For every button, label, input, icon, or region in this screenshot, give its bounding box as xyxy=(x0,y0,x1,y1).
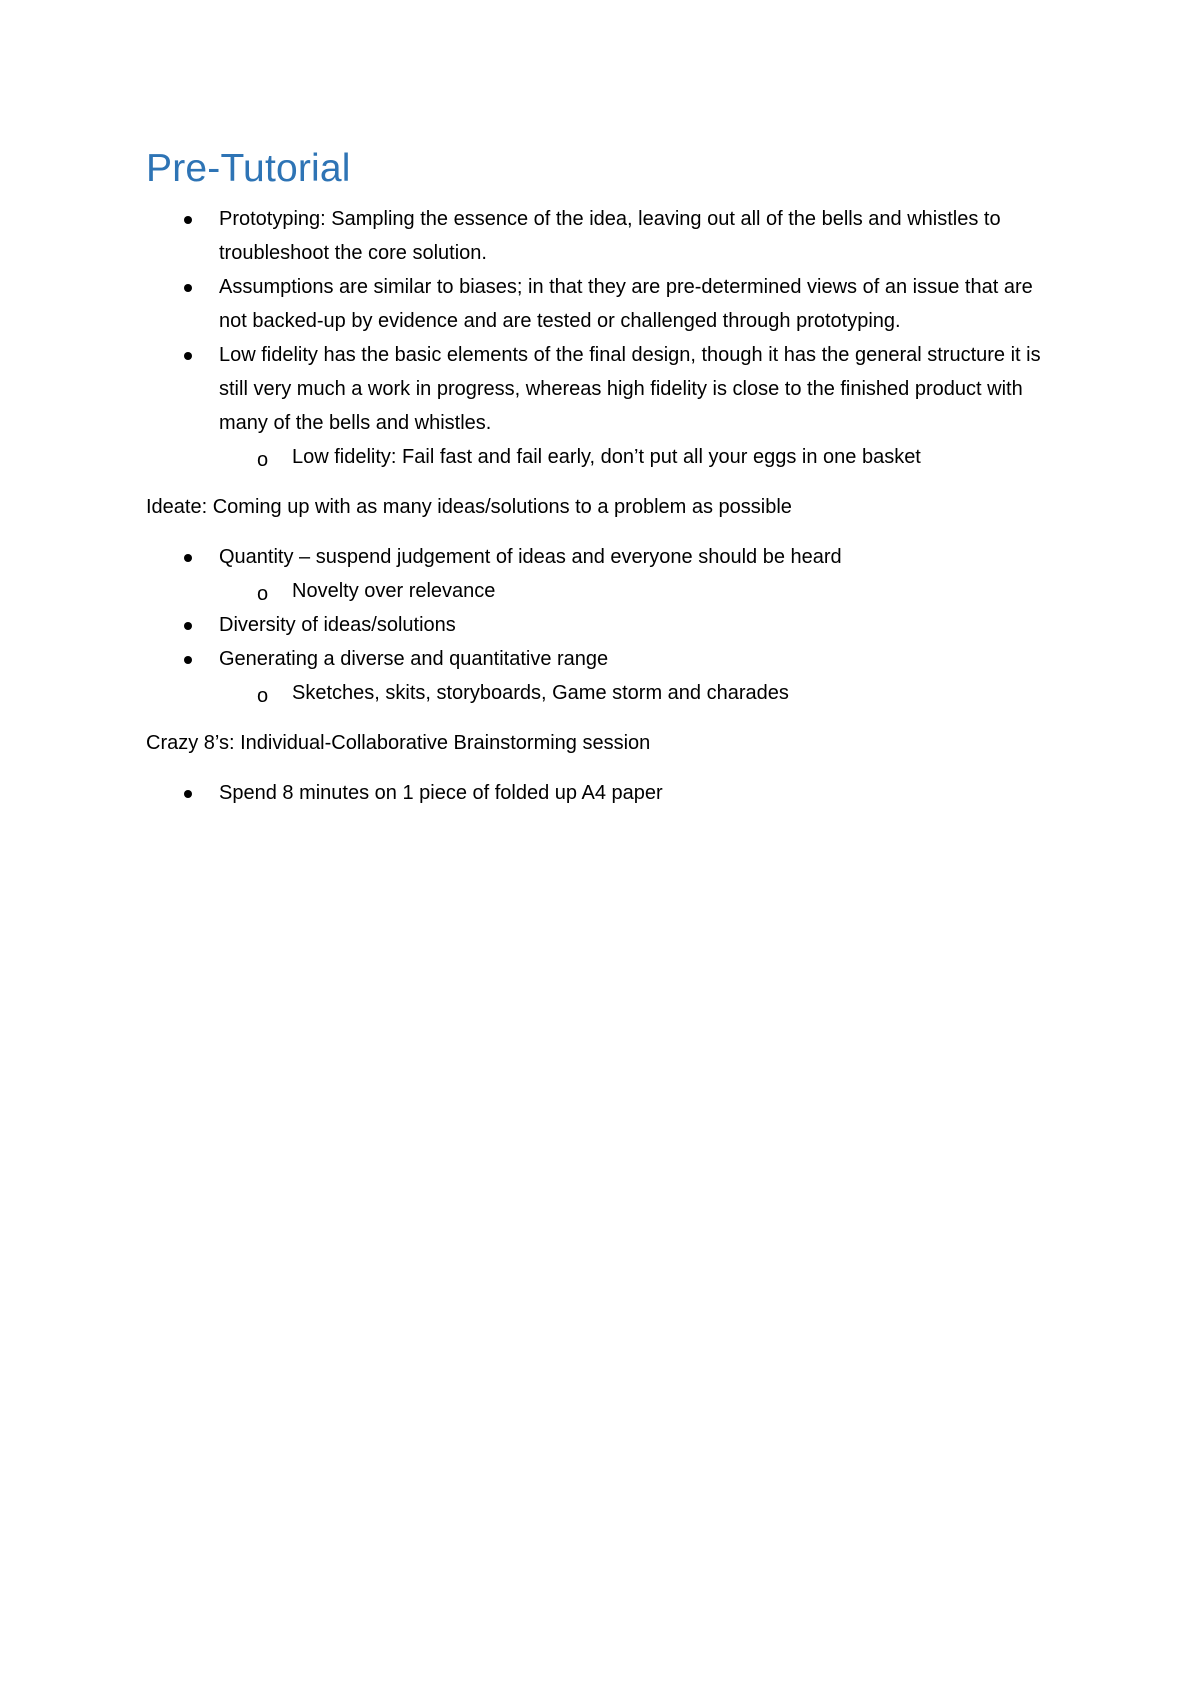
sub-list-item xyxy=(219,676,1056,710)
sub-list-item-text: Low fidelity: Fail fast and fail early, don’t put all your eggs in one basket xyxy=(292,446,921,468)
ideate-paragraph: Ideate: Coming up with as many ideas/solutions to a problem as possible xyxy=(146,496,792,518)
bullet-icon xyxy=(184,554,192,562)
page-title: Pre-Tutorial xyxy=(146,147,351,190)
sub-list xyxy=(219,440,1056,474)
list-item-text: Diversity of ideas/solutions xyxy=(219,614,456,636)
circle-bullet-icon: o xyxy=(257,449,269,471)
crazy8-list xyxy=(146,776,1056,810)
pre-tutorial-list xyxy=(146,202,1056,474)
circle-bullet-icon: o xyxy=(257,583,269,605)
list-item-text: Spend 8 minutes on 1 piece of folded up A4 paper xyxy=(219,782,663,804)
list-item-text: Generating a diverse and quantitative range xyxy=(219,648,609,670)
crazy8-paragraph: Crazy 8’s: Individual-Collaborative Brainstorming session xyxy=(146,732,651,754)
bullet-icon xyxy=(184,656,192,664)
sub-list-item xyxy=(219,574,1056,608)
bullet-icon xyxy=(184,790,192,798)
document-content xyxy=(146,140,1056,826)
list-item xyxy=(146,776,1056,810)
list-item xyxy=(146,642,1056,710)
sub-list-item-text: Novelty over relevance xyxy=(292,580,496,602)
sub-list-item xyxy=(219,440,1056,474)
bullet-icon xyxy=(184,622,192,630)
sub-list xyxy=(219,676,1056,710)
ideate-list xyxy=(146,540,1056,710)
sub-list xyxy=(219,574,1056,608)
bullet-icon xyxy=(184,352,192,360)
list-item-text: Assumptions are similar to biases; in that they are pre-determined views of an issue that are not backed-up by evidence and are tested or challenged through prototyping. xyxy=(219,276,1033,332)
list-item xyxy=(146,608,1056,642)
circle-bullet-icon: o xyxy=(257,685,269,707)
list-item xyxy=(146,540,1056,608)
list-item xyxy=(146,338,1056,474)
list-item-text: Low fidelity has the basic elements of the final design, though it has the general structure it is still very much a work in progress, whereas high fidelity is close to the finished product with many of the bells and whistles. xyxy=(219,344,1041,434)
list-item xyxy=(146,270,1056,338)
bullet-icon xyxy=(184,284,192,292)
list-item xyxy=(146,202,1056,270)
list-item-text: Quantity – suspend judgement of ideas and everyone should be heard xyxy=(219,546,842,568)
bullet-icon xyxy=(184,216,192,224)
list-item-text: Prototyping: Sampling the essence of the idea, leaving out all of the bells and whistles to troubleshoot the core solution. xyxy=(219,208,1001,264)
sub-list-item-text: Sketches, skits, storyboards, Game storm and charades xyxy=(292,682,789,704)
